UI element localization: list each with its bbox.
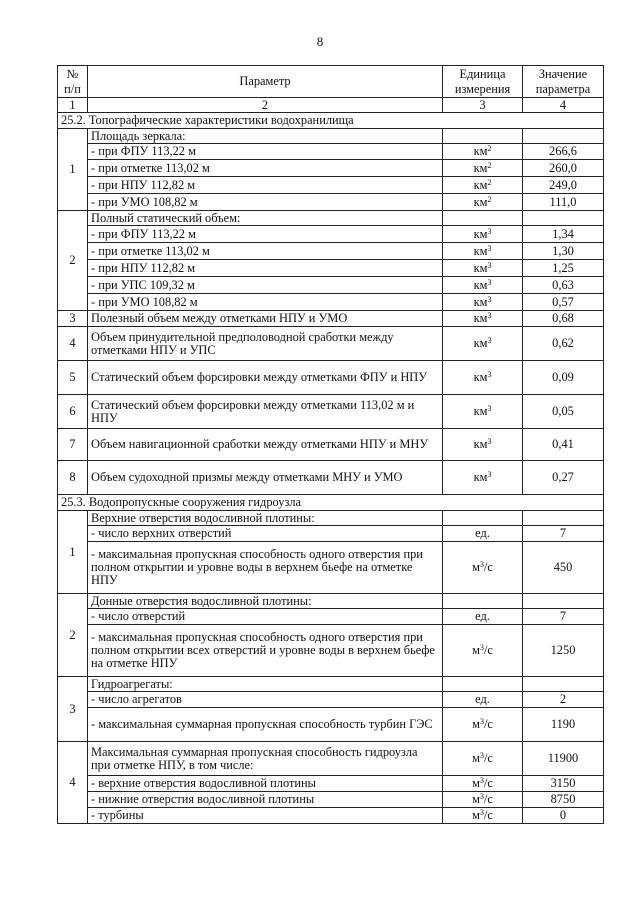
param-cell: - при УПС 109,32 м [88, 277, 443, 294]
value-cell: 266,6 [523, 144, 604, 160]
table-row [58, 542, 604, 594]
value-cell: 1,30 [523, 243, 604, 260]
value-cell: 7 [523, 526, 604, 542]
param-cell: - турбины [88, 808, 443, 824]
unit-cell: $км^2$ [443, 177, 523, 194]
param-cell: - максимальная пропускная способность одного отверстия при полном открытии и уровне воды в верхнем бьефе на отметке НПУ [88, 542, 443, 594]
param-cell: - при отметке 113,02 м [88, 243, 443, 260]
row-number: 2 [58, 594, 88, 677]
table-header-row [58, 66, 604, 98]
table-row [58, 511, 604, 526]
param-cell: - верхние отверстия водосливной плотины [88, 776, 443, 792]
value-cell: 1,34 [523, 226, 604, 243]
table-row [58, 194, 604, 211]
param-cell: - при УМО 108,82 м [88, 294, 443, 311]
table-row [58, 594, 604, 609]
table-row [58, 294, 604, 311]
table-row [58, 327, 604, 361]
table-row [58, 277, 604, 294]
unit-cell: $км^3$ [443, 277, 523, 294]
unit-cell: ед. [443, 526, 523, 542]
param-cell: Максимальная суммарная пропускная способность гидроузла при отметке НПУ, в том числе: [88, 742, 443, 776]
param-cell: Объем принудительной предполоводной сработки между отметками НПУ и УПС [88, 327, 443, 361]
value-cell: 2 [523, 692, 604, 708]
table-row [58, 211, 604, 226]
value-cell: 0,41 [523, 429, 604, 461]
table-row [58, 160, 604, 177]
unit-cell: $км^3$ [443, 429, 523, 461]
section-title: 25.2. Топографические характеристики водохранилища [58, 113, 604, 129]
param-cell: Объем судоходной призмы между отметками МНУ и УМО [88, 461, 443, 495]
value-cell: 3150 [523, 776, 604, 792]
row-number: 6 [58, 395, 88, 429]
unit-cell: $км^3$ [443, 461, 523, 495]
unit-cell: $км^2$ [443, 160, 523, 177]
param-cell: Статический объем форсировки между отметками 113,02 м и НПУ [88, 395, 443, 429]
table-row [58, 609, 604, 625]
table-row [58, 144, 604, 160]
value-cell: 0,57 [523, 294, 604, 311]
value-cell: 0,62 [523, 327, 604, 361]
table-row [58, 792, 604, 808]
header-unit: Единица измерения [443, 66, 523, 98]
table-row [58, 692, 604, 708]
value-cell: 7 [523, 609, 604, 625]
param-cell: - число верхних отверстий [88, 526, 443, 542]
unit-cell: $км^3$ [443, 294, 523, 311]
value-cell: 1190 [523, 708, 604, 742]
col-number: 1 [58, 98, 88, 113]
value-cell: 249,0 [523, 177, 604, 194]
param-cell: - число агрегатов [88, 692, 443, 708]
col-number: 2 [88, 98, 443, 113]
param-cell: Объем навигационной сработки между отметками НПУ и МНУ [88, 429, 443, 461]
param-cell: Полезный объем между отметками НПУ и УМО [88, 311, 443, 327]
header-value: Значение параметра [523, 66, 604, 98]
param-cell: - максимальная пропускная способность одного отверстия при полном открытии всех отверстий и уровне воды в верхнем бьефе на отметке НПУ [88, 625, 443, 677]
unit-cell: $км^3$ [443, 260, 523, 277]
value-cell: 11900 [523, 742, 604, 776]
page-number: 8 [316, 34, 324, 49]
unit-cell: $м^3/с$ [443, 792, 523, 808]
row-number: 1 [58, 129, 88, 211]
unit-cell: $км^2$ [443, 194, 523, 211]
table-row [58, 776, 604, 792]
unit-cell: $м^3/с$ [443, 742, 523, 776]
table-row [58, 260, 604, 277]
table-row [58, 461, 604, 495]
param-cell: Статический объем форсировки между отметками ФПУ и НПУ [88, 361, 443, 395]
unit-cell: $км^3$ [443, 395, 523, 429]
param-cell: - при ФПУ 113,22 м [88, 226, 443, 243]
group-title: Гидроагрегаты: [88, 677, 443, 692]
param-cell: - при НПУ 112,82 м [88, 177, 443, 194]
row-number: 4 [58, 742, 88, 824]
param-cell: - число отверстий [88, 609, 443, 625]
table-row [58, 677, 604, 692]
row-number: 2 [58, 211, 88, 311]
row-number: 7 [58, 429, 88, 461]
table-row [58, 395, 604, 429]
section-heading-row [58, 113, 604, 129]
table-row [58, 625, 604, 677]
group-title: Донные отверстия водосливной плотины: [88, 594, 443, 609]
table-row [58, 129, 604, 144]
unit-cell: $м^3/с$ [443, 708, 523, 742]
unit-cell: $км^3$ [443, 226, 523, 243]
unit-cell: $км^3$ [443, 243, 523, 260]
param-cell: - максимальная суммарная пропускная способность турбин ГЭС [88, 708, 443, 742]
row-number: 5 [58, 361, 88, 395]
value-cell: 8750 [523, 792, 604, 808]
col-number: 4 [523, 98, 604, 113]
value-cell: 0,09 [523, 361, 604, 395]
unit-cell: $м^3/с$ [443, 808, 523, 824]
group-title: Полный статический объем: [88, 211, 443, 226]
value-cell: 1250 [523, 625, 604, 677]
unit-cell: ед. [443, 609, 523, 625]
value-cell: 260,0 [523, 160, 604, 177]
unit-cell: $км^2$ [443, 144, 523, 160]
unit-cell: $м^3/с$ [443, 542, 523, 594]
table-row [58, 429, 604, 461]
header-num: № п/п [58, 66, 88, 98]
table-row [58, 708, 604, 742]
table-row [58, 226, 604, 243]
row-number: 1 [58, 511, 88, 594]
table-row [58, 361, 604, 395]
value-cell: 0,27 [523, 461, 604, 495]
unit-cell: ед. [443, 692, 523, 708]
value-cell: 0,68 [523, 311, 604, 327]
param-cell: - нижние отверстия водосливной плотины [88, 792, 443, 808]
value-cell: 0,05 [523, 395, 604, 429]
table-row [58, 311, 604, 327]
group-title: Верхние отверстия водосливной плотины: [88, 511, 443, 526]
table-row [58, 526, 604, 542]
parameters-table [57, 65, 604, 824]
value-cell: 450 [523, 542, 604, 594]
table-row [58, 808, 604, 824]
section-heading-row [58, 495, 604, 511]
value-cell: 0 [523, 808, 604, 824]
row-number: 8 [58, 461, 88, 495]
header-param: Параметр [88, 66, 443, 98]
table-row [58, 177, 604, 194]
row-number: 3 [58, 677, 88, 742]
row-number: 3 [58, 311, 88, 327]
row-number: 4 [58, 327, 88, 361]
section-title: 25.3. Водопропускные сооружения гидроузла [58, 495, 604, 511]
param-cell: - при НПУ 112,82 м [88, 260, 443, 277]
value-cell: 111,0 [523, 194, 604, 211]
param-cell: - при ФПУ 113,22 м [88, 144, 443, 160]
unit-cell: $м^3/с$ [443, 776, 523, 792]
group-title: Площадь зеркала: [88, 129, 443, 144]
param-cell: - при УМО 108,82 м [88, 194, 443, 211]
value-cell: 1,25 [523, 260, 604, 277]
value-cell: 0,63 [523, 277, 604, 294]
column-number-row [58, 98, 604, 113]
param-cell: - при отметке 113,02 м [88, 160, 443, 177]
table-row [58, 243, 604, 260]
unit-cell: $км^3$ [443, 311, 523, 327]
unit-cell: $км^3$ [443, 361, 523, 395]
table-row [58, 742, 604, 776]
unit-cell: $км^3$ [443, 327, 523, 361]
col-number: 3 [443, 98, 523, 113]
unit-cell: $м^3/с$ [443, 625, 523, 677]
